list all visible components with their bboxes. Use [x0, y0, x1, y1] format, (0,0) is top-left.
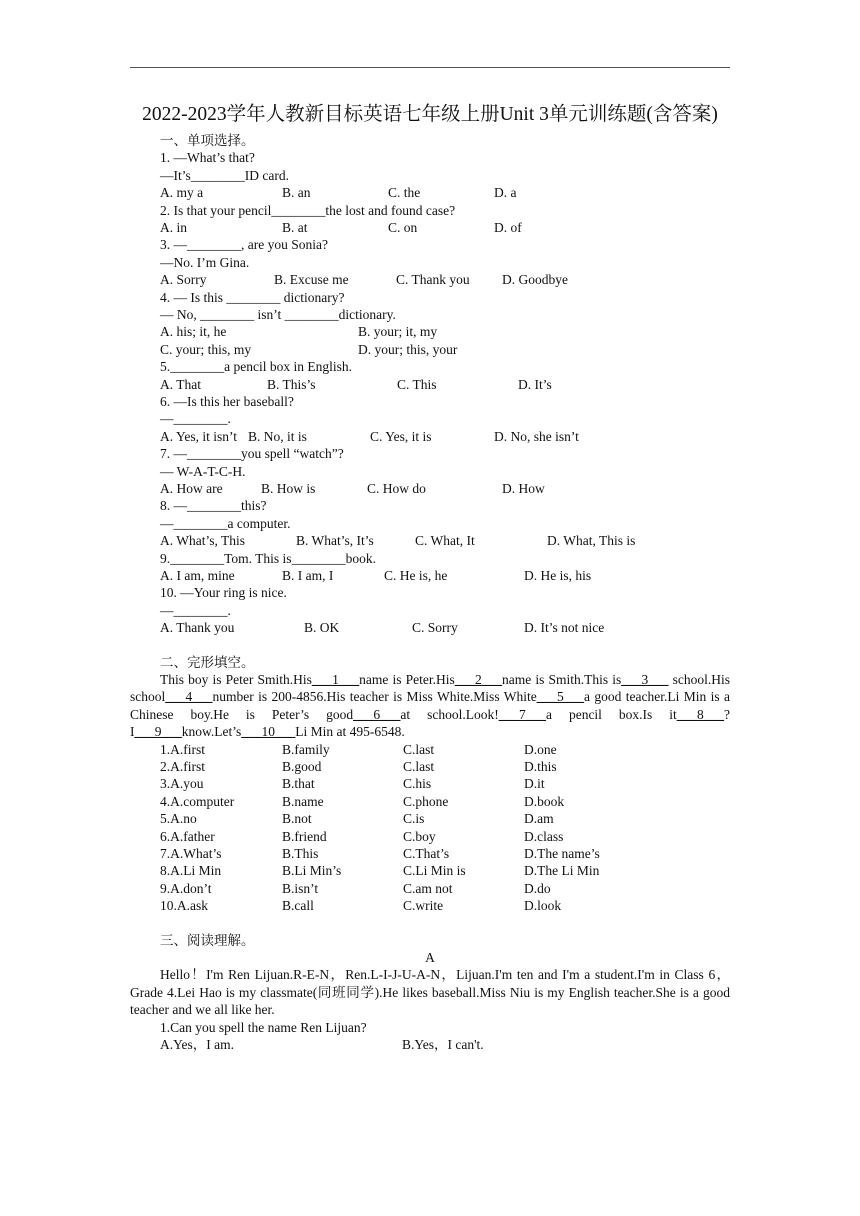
reading-options — [130, 1036, 730, 1053]
option-c: C.his — [403, 776, 432, 792]
cloze-text: Li Min at 495-6548. — [295, 724, 405, 740]
option-d: D.The name’s — [524, 845, 600, 861]
cloze-blank: ___7___ — [498, 706, 546, 722]
reading-passage: Hello！I'm Ren Lijuan.R-E-N，Ren.L-I-J-U-A-N，Lijuan.I'm ten and I'm a student.I'm in Class 6，Grade 4.Lei Hao is my classmate(同班同学).He likes baseball.Miss Niu is my English teacher.She is a good teacher and we all like her. — [130, 967, 730, 1018]
question-text: —________. — [160, 602, 231, 618]
option-row — [130, 271, 730, 288]
section-reading — [130, 932, 730, 1054]
option-a: 10.A.ask — [160, 898, 208, 914]
option-row — [130, 219, 730, 236]
cloze-blank: ___6___ — [353, 706, 401, 722]
option-c: C. the — [388, 185, 421, 201]
question-text: —________a computer. — [160, 515, 291, 531]
question-text: 4. — Is this ________ dictionary? — [160, 289, 345, 305]
option-row — [130, 619, 730, 636]
option-b: B. an — [282, 185, 311, 201]
option-d: D. What, This is — [547, 533, 636, 549]
option-row — [130, 567, 730, 584]
question-text: 3. —________, are you Sonia? — [160, 237, 328, 253]
option-b: B. What’s, It’s — [296, 533, 374, 549]
option-d: D.one — [524, 741, 557, 757]
option-b: B.not — [282, 811, 312, 827]
cloze-blank: ___9___ — [134, 724, 182, 740]
section-single-choice — [130, 132, 730, 637]
option-a: 7.A.What’s — [160, 845, 222, 861]
header-rule — [130, 67, 730, 68]
option-c: C. on — [388, 220, 418, 236]
cloze-option-row — [130, 810, 730, 827]
option-b: B.name — [282, 793, 324, 809]
option-c: C. Thank you — [396, 272, 470, 288]
option-a: 2.A.first — [160, 759, 205, 775]
option-a: 8.A.Li Min — [160, 863, 222, 879]
cloze-option-row — [130, 758, 730, 775]
option-d: D. How — [502, 481, 545, 497]
question-text: 7. —________you spell “watch”? — [160, 446, 344, 462]
cloze-text: name is Peter.His — [359, 672, 455, 688]
option-d: D. He is, his — [524, 568, 592, 584]
cloze-option-row — [130, 845, 730, 862]
option-row — [130, 376, 730, 393]
cloze-text: number is 200-4856.His teacher is Miss White.Miss White — [212, 689, 537, 705]
question-text: 9.________Tom. This is________book. — [160, 550, 376, 566]
option-a: A. That — [160, 376, 201, 392]
cloze-text: at school.Look! — [400, 706, 499, 722]
cloze-option-row — [130, 741, 730, 758]
option-row — [130, 480, 730, 497]
cloze-blank: ___10___ — [241, 724, 296, 740]
option-c: C.last — [403, 741, 435, 757]
option-d: D.The Li Min — [524, 863, 600, 879]
option-c: C.boy — [403, 828, 436, 844]
option-a: 4.A.computer — [160, 793, 235, 809]
option-b: B.This — [282, 845, 319, 861]
section-heading: 一、单项选择。 — [160, 133, 255, 148]
option-a: A.Yes，I am. — [160, 1036, 235, 1052]
option-b: B. OK — [304, 620, 340, 636]
option-d: D. of — [494, 220, 522, 236]
cloze-blank: ___1___ — [311, 672, 360, 688]
option-c: C. Yes, it is — [370, 428, 432, 444]
question-text: 6. —Is this her baseball? — [160, 394, 294, 409]
option-b: B.Li Min’s — [282, 863, 342, 879]
option-d: D.look — [524, 898, 562, 914]
option-a: 6.A.father — [160, 828, 215, 844]
option-row — [130, 184, 730, 201]
option-b: B. No, it is — [248, 428, 307, 444]
option-a: A. his; it, he — [160, 324, 227, 340]
option-b: B.good — [282, 759, 322, 775]
cloze-blank: ___3___ — [621, 672, 669, 688]
option-a: A. Yes, it isn’t — [160, 428, 238, 444]
option-d: D. Goodbye — [502, 272, 568, 288]
option-b: B. at — [282, 220, 308, 236]
option-b: B. I am, I — [282, 568, 334, 584]
option-b: B. your; it, my — [358, 324, 438, 340]
option-a: A. my a — [160, 185, 204, 201]
section-heading: 三、阅读理解。 — [160, 932, 255, 948]
option-d: D. your; this, your — [358, 341, 458, 357]
cloze-text: a pencil box.Is it — [545, 706, 677, 722]
cloze-passage — [130, 671, 730, 741]
cloze-text: ?I — [130, 706, 731, 740]
option-b: B.family — [282, 741, 330, 757]
question-text: — W-A-T-C-H. — [160, 463, 246, 479]
option-a: 9.A.don’t — [160, 880, 212, 896]
option-d: D.book — [524, 793, 565, 809]
option-c: C.write — [403, 898, 444, 914]
question-text: 5.________a pencil box in English. — [160, 359, 352, 375]
cloze-option-row — [130, 862, 730, 879]
reading-question: 1.Can you spell the name Ren Lijuan? — [160, 1019, 367, 1035]
option-c: C.phone — [403, 793, 449, 809]
option-c: C. This — [397, 376, 437, 392]
option-b: B.call — [282, 898, 314, 914]
option-row — [130, 532, 730, 549]
option-d: D.class — [524, 828, 564, 844]
option-a: A. How are — [160, 481, 223, 497]
option-c: C. How do — [367, 481, 426, 497]
question-text: —________. — [160, 411, 231, 427]
option-c: C. your; this, my — [160, 341, 252, 357]
option-b: B.isn’t — [282, 880, 319, 896]
option-d: D.am — [524, 811, 554, 827]
option-b: B.that — [282, 776, 315, 792]
document-title: 2022-2023学年人教新目标英语七年级上册Unit 3单元训练题(含答案) — [142, 104, 718, 125]
cloze-option-row — [130, 793, 730, 810]
cloze-option-row — [130, 775, 730, 792]
cloze-blank: ___4___ — [165, 689, 213, 705]
option-a: A. Sorry — [160, 272, 207, 288]
cloze-text: This boy is Peter Smith.His — [160, 672, 312, 688]
question-text: —No. I’m Gina. — [160, 254, 250, 270]
option-d: D. It’s — [518, 376, 552, 392]
question-text: — No, ________ isn’t ________dictionary. — [160, 307, 396, 323]
question-text: —It’s________ID card. — [160, 167, 289, 183]
option-d: D. No, she isn’t — [494, 428, 579, 444]
question-text: 2. Is that your pencil________the lost and found case? — [160, 202, 456, 218]
option-d: D. a — [494, 185, 517, 201]
option-a: A. Thank you — [160, 620, 235, 636]
option-b: B. How is — [261, 481, 316, 497]
cloze-blank: ___8___ — [676, 706, 725, 722]
cloze-text: name is Smith.This is — [501, 672, 622, 688]
option-b: B. Excuse me — [274, 272, 349, 288]
cloze-text: know.Let’s — [181, 724, 242, 740]
cloze-blank: ___2___ — [454, 672, 502, 688]
option-c: C.That’s — [403, 845, 450, 861]
cloze-blank: ___5___ — [536, 689, 584, 705]
section-cloze — [130, 654, 730, 915]
option-b: B. This’s — [267, 376, 316, 392]
cloze-option-row — [130, 897, 730, 914]
cloze-options — [130, 741, 730, 915]
option-d: D. It’s not nice — [524, 620, 605, 636]
option-b: B.friend — [282, 828, 327, 844]
section-heading: 二、完形填空。 — [160, 654, 255, 670]
cloze-text: school.His school — [130, 672, 730, 705]
option-c: C. He is, he — [384, 568, 448, 584]
option-d: D.it — [524, 776, 545, 792]
option-c: C.last — [403, 759, 435, 775]
cloze-option-row — [130, 880, 730, 897]
option-row — [130, 323, 730, 340]
option-a: 1.A.first — [160, 741, 205, 757]
option-d: D.this — [524, 759, 557, 775]
option-c: C. Sorry — [412, 620, 458, 636]
option-a: 3.A.you — [160, 776, 204, 792]
question-text: 8. —________this? — [160, 498, 267, 514]
option-a: A. in — [160, 220, 187, 236]
option-a: A. I am, mine — [160, 568, 235, 584]
option-d: D.do — [524, 880, 551, 896]
document-page — [130, 102, 730, 1053]
question-text: 10. —Your ring is nice. — [160, 585, 287, 601]
question-text: 1. —What’s that? — [160, 150, 255, 166]
option-c: C.am not — [403, 880, 453, 896]
cloze-option-row — [130, 828, 730, 845]
option-c: C. What, It — [415, 533, 475, 549]
option-c: C.Li Min is — [403, 863, 466, 879]
cloze-text: a good teacher.Li Min is a Chinese boy.He is Peter’s good — [130, 689, 730, 722]
option-b: B.Yes，I can't. — [402, 1036, 484, 1052]
option-c: C.is — [403, 811, 425, 827]
option-a: 5.A.no — [160, 811, 197, 827]
option-row — [130, 341, 730, 358]
reading-part-label: A — [425, 949, 435, 965]
option-row — [130, 428, 730, 445]
option-a: A. What’s, This — [160, 533, 246, 549]
